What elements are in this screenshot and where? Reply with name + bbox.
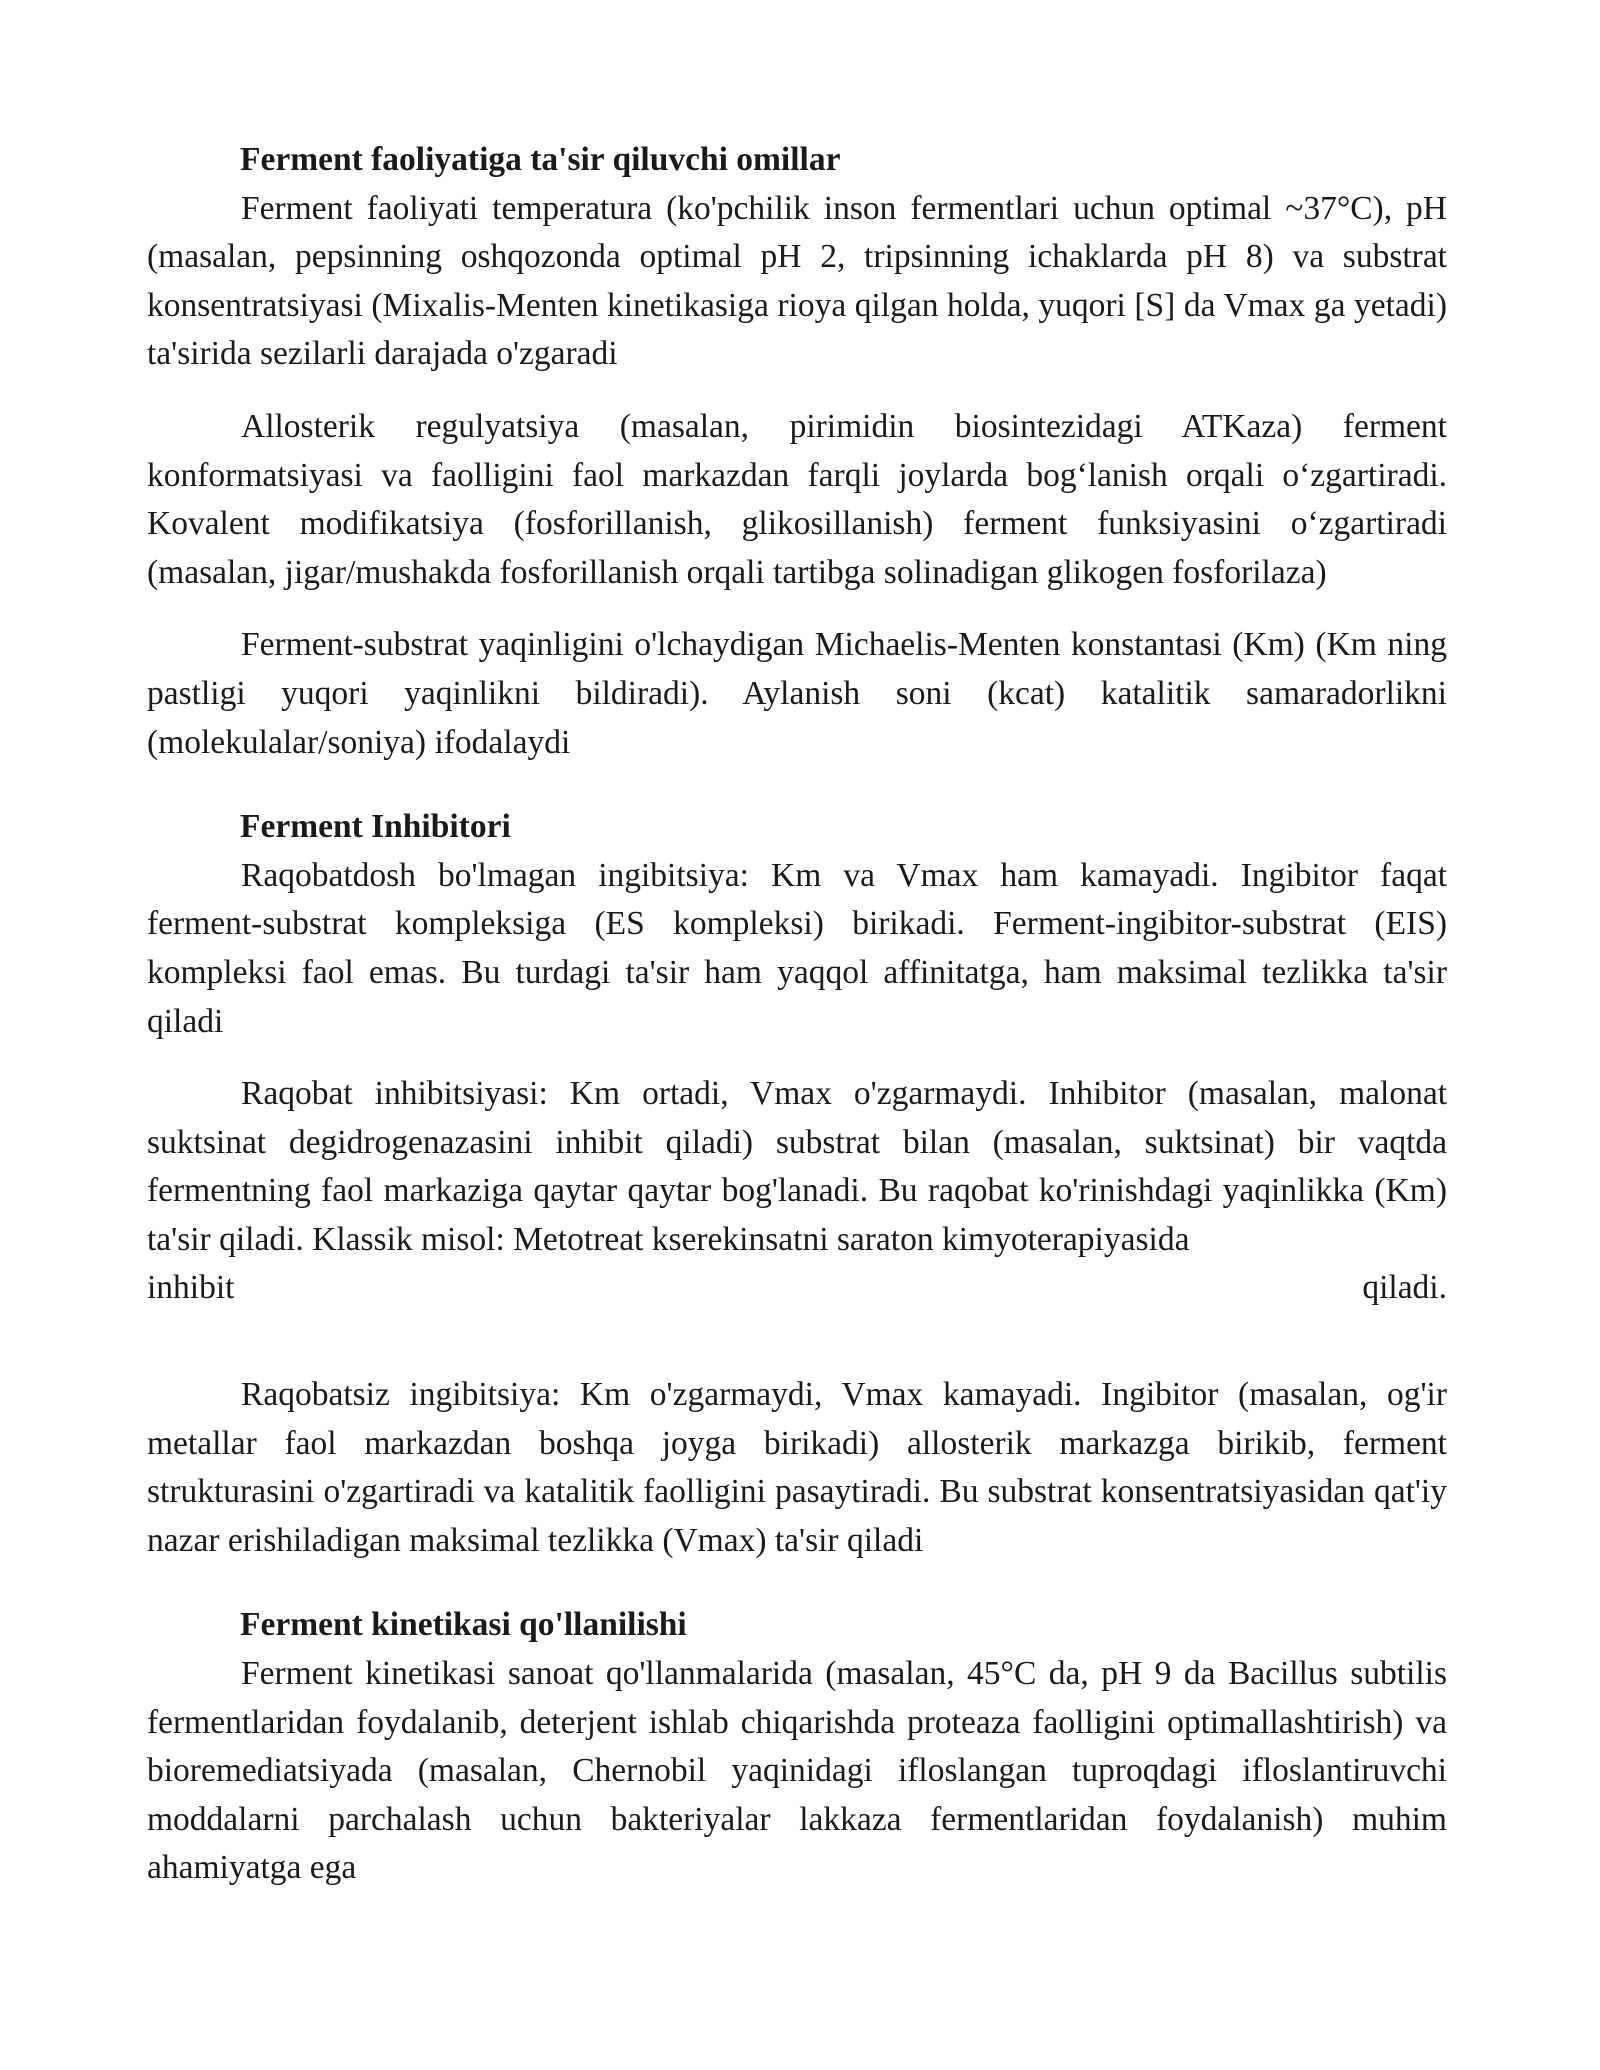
section-heading-factors: Ferment faoliyatiga ta'sir qiluvchi omillar <box>240 141 841 178</box>
split-line-right: qiladi. <box>1362 1269 1447 1307</box>
paragraph-michaelis-menten: Ferment-substrat yaqinligini o'lchaydigan Michaelis-Menten konstantasi (Km) (Km ning pastligi yuqori yaqinlikni bildiradi). Aylanish soni (kcat) katalitik samaradorlikni (molekulalar/soniya) ifodalaydi <box>147 626 1447 761</box>
paragraph-noncompetitive: Raqobatdosh bo'lmagan ingibitsiya: Km va Vmax ham kamayadi. Ingibitor faqat ferment-substrat kompleksiga (ES kompleksi) birikadi. Ferment-ingibitor-substrat (EIS) kompleksi faol emas. Bu turdagi ta'sir ham yaqqol affinitatga, ham maksimal tezlikka ta'sir qiladi <box>147 856 1447 1040</box>
paragraph-applications: Ferment kinetikasi sanoat qo'llanmalarida (masalan, 45°C da, pH 9 da Bacillus subtilis fermentlaridan foydalanib, deterjent ishlab chiqarishda proteaza faolligini optimallashtirish) va bioremediatsiyada (masalan, Chernobil yaqinidagi ifloslangan tuproqdagi ifloslantiruvchi moddalarni parchalash uchun bakteriyalar lakkaza fermentlaridan foydalanish) muhim ahamiyatga ega <box>147 1655 1447 1887</box>
paragraph-competitive: Raqobat inhibitsiyasi: Km ortadi, Vmax o'zgarmaydi. Inhibitor (masalan, malonat suktsinat degidrogenazasini inhibit qiladi) substrat bilan (masalan, suktsinat) bir vaqtda fermentning faol markaziga qaytar qaytar bog'lanadi. Bu raqobat ko'rinishdagi yaqinlikka (Km) ta'sir qiladi. Klassik misol: Metotreat kserekinsatni saraton kimyoterapiyasida <box>147 1075 1447 1258</box>
paragraph-uncompetitive: Raqobatsiz ingibitsiya: Km o'zgarmaydi, Vmax kamayadi. Ingibitor (masalan, og'ir metallar faol markazdan boshqa joyga birikadi) allosterik markazga birikib, ferment strukturasini o'zgartiradi va katalitik faolligini pasaytiradi. Bu substrat konsentratsiyasidan qat'iy nazar erishiladigan maksimal tezlikka (Vmax) ta'sir qiladi <box>147 1376 1447 1559</box>
section-heading-inhibitors: Ferment Inhibitori <box>240 808 511 846</box>
paragraph-allosteric: Allosterik regulyatsiya (masalan, pirimidin biosintezidagi ATKaza) ferment konformatsiyasi va faolligini faol markazdan farqli joylarda bog‘lanish orqali o‘zgartiradi. Kovalent modifikatsiya (fosforillanish, glikosillanish) ferment funksiyasini o‘zgartiradi (masalan, jigar/mushakda fosforillanish orqali tartibga solinadigan glikogen fosforilaza) <box>147 407 1447 591</box>
paragraph-competitive-last-line <box>147 1264 1447 1313</box>
split-line-left: inhibit <box>147 1269 235 1307</box>
document-page <box>147 136 1447 1893</box>
section-heading-applications: Ferment kinetikasi qo'llanilishi <box>240 1606 687 1644</box>
paragraph-temperature-ph: Ferment faoliyati temperatura (ko'pchilik inson fermentlari uchun optimal ~37°C), pH (masalan, pepsinning oshqozonda optimal pH 2, tripsinning ichaklarda pH 8) va substrat konsentratsiyasi (Mixalis-Menten kinetikasiga rioya qilgan holda, yuqori [S] da Vmax ga yetadi) ta'sirida sezilarli darajada o'zgaradi <box>147 189 1447 373</box>
